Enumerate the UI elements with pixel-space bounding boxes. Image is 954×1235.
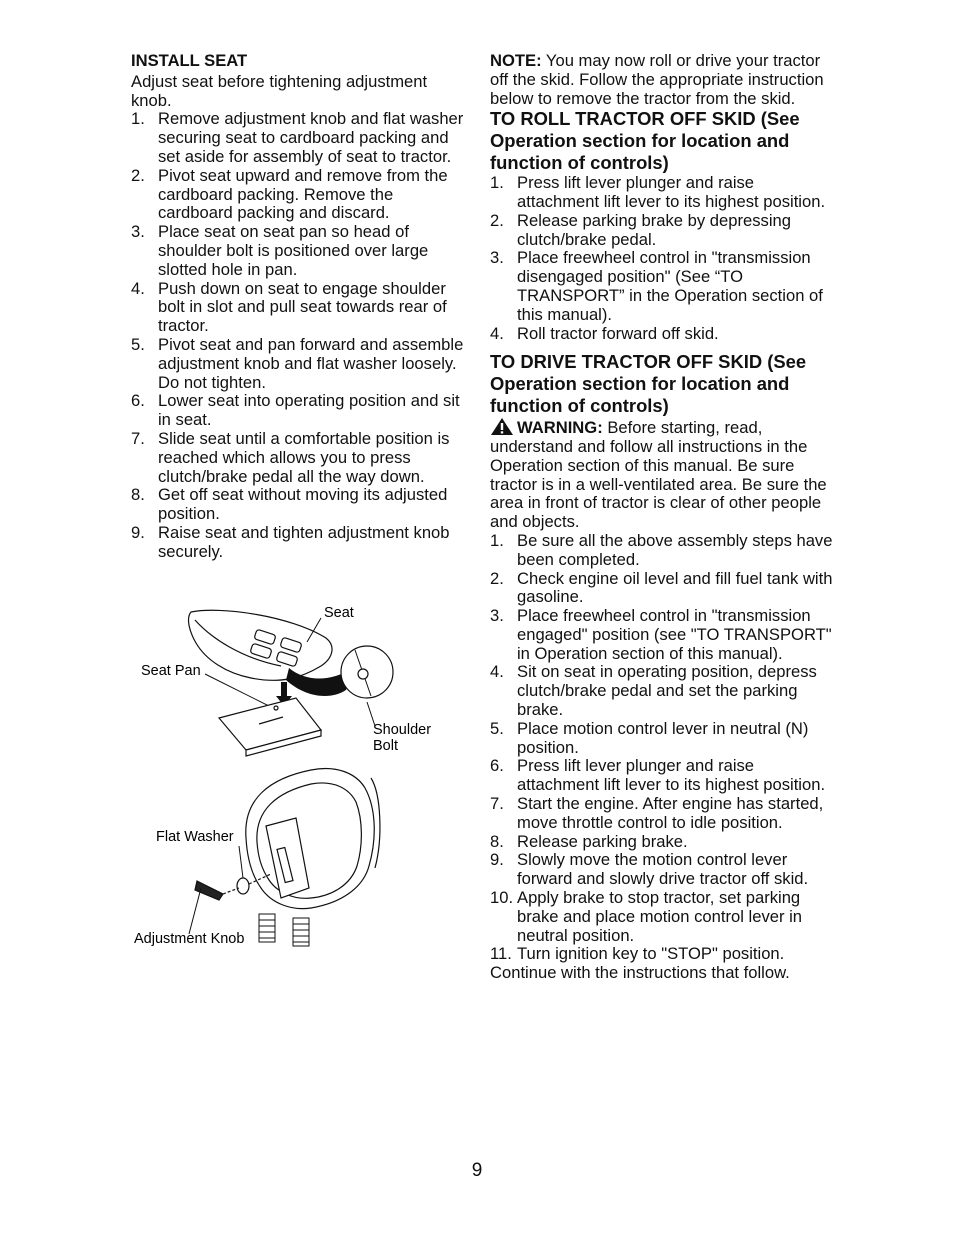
list-item: 5. Place motion control lever in neutral (N) position. <box>490 718 809 757</box>
roll-tractor-heading: TO ROLL TRACTOR OFF SKID (See Operation section for location and function of controls) <box>490 108 800 173</box>
list-item: 1. Be sure all the above assembly steps have been completed. <box>490 530 833 569</box>
list-item: 10. Apply brake to stop tractor, set parking brake and place motion control lever in neutral position. <box>490 888 803 945</box>
closing-text: Continue with the instructions that follow. <box>490 963 790 983</box>
right-column <box>490 52 835 983</box>
list-item: 7. Slide seat until a comfortable position is reached which allows you to press clutch/brake pedal all the way down. <box>131 428 450 486</box>
seat-assembly-figure <box>131 598 471 958</box>
shoulder-bolt-label-line1: Shoulder <box>373 722 432 738</box>
seat-label: Seat <box>324 605 354 621</box>
list-item: 3. Place seat on seat pan so head of shoulder bolt is positioned over large slotted hole in pan. <box>131 222 429 279</box>
warning-text: Before starting, read, understand and follow all instructions in the Operation section of this manual. Be sure tractor is in a well-ventilated area. Be sure the area in front of tractor is clear of other people and objects. <box>490 418 827 532</box>
list-item: 11. Turn ignition key to "STOP" position. <box>490 944 785 964</box>
install-seat-heading: INSTALL SEAT <box>131 51 248 70</box>
warning-label: WARNING: <box>517 418 603 438</box>
install-seat-steps <box>131 110 471 561</box>
list-item: 9. Raise seat and tighten adjustment knob securely. <box>131 522 450 561</box>
spring-illustration <box>259 914 309 946</box>
list-item: 3. Place freewheel control in "transmission disengaged position" (See “TO TRANSPORT” in the Operation section of this manual). <box>490 248 823 324</box>
note-paragraph <box>490 52 835 108</box>
list-item: 7. Start the engine. After engine has started, move throttle control to idle position. <box>490 794 824 832</box>
seat-shell-illustration <box>246 769 380 909</box>
adjustment-knob-leader-line <box>189 888 201 934</box>
list-item: 1. Remove adjustment knob and flat washer securing seat to cardboard packing and set aside for assembly of seat to tractor. <box>131 109 464 166</box>
roll-tractor-steps <box>490 174 835 343</box>
adjustment-knob-label: Adjustment Knob <box>134 931 245 947</box>
drive-tractor-steps <box>490 532 835 964</box>
seat-pan-illustration <box>219 698 321 756</box>
list-item: 2. Check engine oil level and fill fuel tank with gasoline. <box>490 568 833 607</box>
list-item: 1. Press lift lever plunger and raise attachment lift lever to its highest position. <box>490 173 826 211</box>
page-number: 9 <box>471 1160 483 1181</box>
install-seat-intro: Adjust seat before tightening adjustment knob. <box>131 71 428 110</box>
list-item: 5. Pivot seat and pan forward and assemble adjustment knob and flat washer loosely. Do not tighten. <box>131 334 464 392</box>
flat-washer-label: Flat Washer <box>156 829 234 845</box>
seat-illustration <box>189 610 333 680</box>
list-item: 8. Get off seat without moving its adjusted position. <box>131 485 448 524</box>
list-item: 6. Lower seat into operating position and sit in seat. <box>131 391 460 430</box>
shoulder-bolt-label-line2: Bolt <box>373 738 398 754</box>
left-column <box>131 52 471 562</box>
seat-pan-label: Seat Pan <box>141 663 201 679</box>
warning-paragraph <box>490 417 835 532</box>
list-item: 2. Pivot seat upward and remove from the cardboard packing. Remove the cardboard packing and discard. <box>131 165 448 223</box>
list-item: 9. Slowly move the motion control lever forward and slowly drive tractor off skid. <box>490 850 809 889</box>
note-text: You may now roll or drive your tractor off the skid. Follow the appropriate instruction below to remove the tractor from the skid. <box>490 51 824 108</box>
list-item: 6. Press lift lever plunger and raise attachment lift lever to its highest position. <box>490 756 826 795</box>
flat-washer-leader-line <box>239 846 243 878</box>
note-label: NOTE: <box>490 51 542 70</box>
drive-tractor-heading: TO DRIVE TRACTOR OFF SKID (See Operation section for location and function of controls) <box>490 351 807 416</box>
list-item: 3. Place freewheel control in "transmission engaged" position (see "TO TRANSPORT" in Operation section of this manual). <box>490 606 832 663</box>
list-item: 4. Push down on seat to engage shoulder bolt in slot and pull seat towards rear of tractor. <box>131 278 447 336</box>
warning-triangle-icon <box>490 417 514 436</box>
list-item: 8. Release parking brake. <box>490 831 688 851</box>
list-item: 4. Roll tractor forward off skid. <box>490 323 719 343</box>
list-item: 2. Release parking brake by depressing clutch/brake pedal. <box>490 210 791 249</box>
list-item: 4. Sit on seat in operating position, depress clutch/brake pedal and set the parking brake. <box>490 662 817 720</box>
